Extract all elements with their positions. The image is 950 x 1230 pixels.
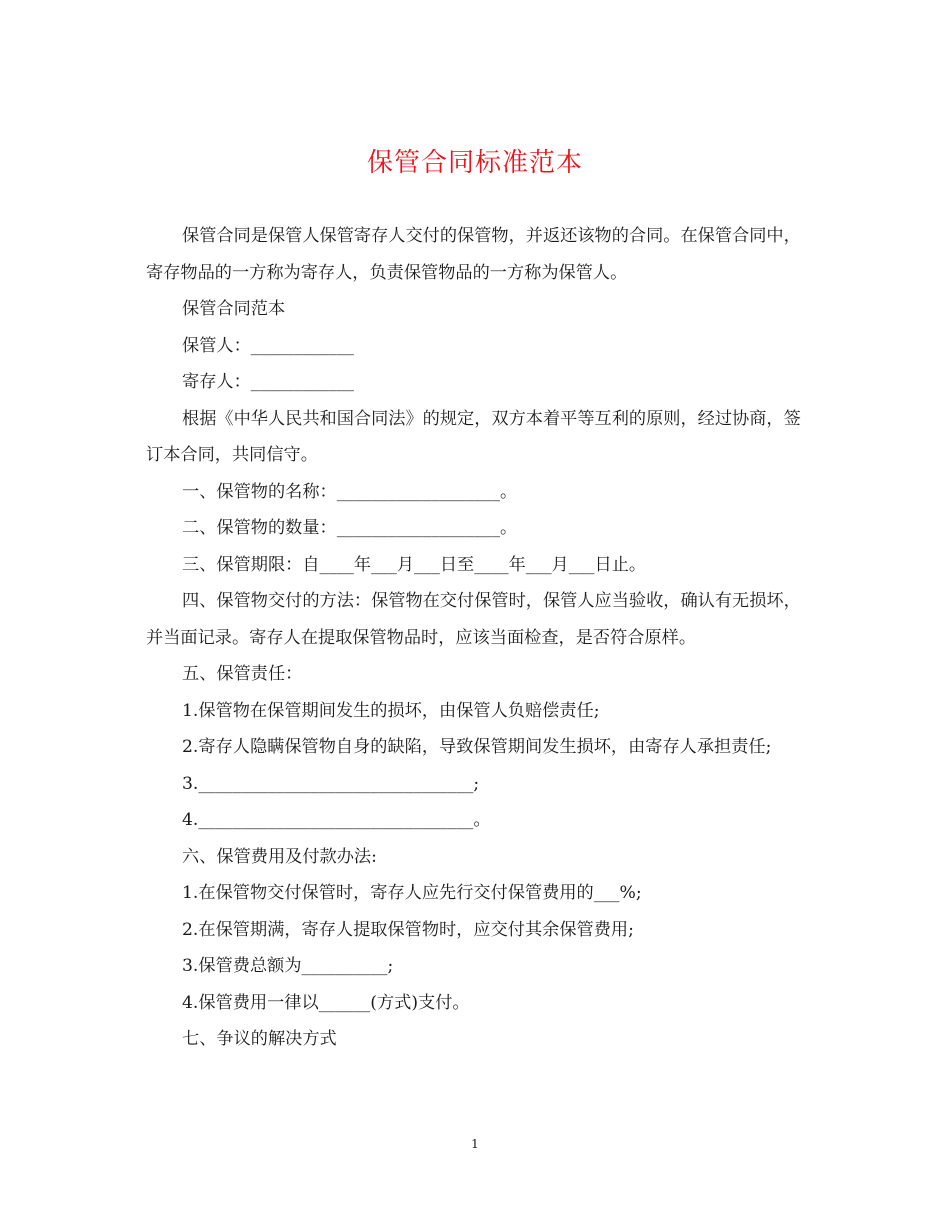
- depositor-field: 寄存人：____________: [182, 372, 354, 392]
- clause-5-item-3: 3.________________________________;: [182, 773, 480, 794]
- clause-4-delivery-method: 四、保管物交付的方法：保管物在交付保管时，保管人应当验收，确认有无损坏，并当面记录。寄存人在提取保管物品时，应该当面检查，是否符合原样。: [146, 591, 801, 648]
- clause-5-item-1: 1.保管物在保管期间发生的损坏，由保管人负赔偿责任;: [182, 700, 600, 721]
- clause-2-item-quantity: 二、保管物的数量：___________________。: [182, 518, 518, 538]
- clause-6-heading: 六、保管费用及付款办法:: [182, 846, 377, 867]
- preamble-paragraph: 根据《中华人民共和国合同法》的规定，双方本着平等互利的原则，经过协商，签订本合同，共同信守。: [146, 408, 801, 465]
- document-body: [146, 218, 806, 1058]
- clause-6-item-3: 3.保管费总额为__________;: [182, 956, 394, 976]
- clause-6-item-1: 1.在保管物交付保管时，寄存人应先行交付保管费用的___%;: [182, 883, 642, 903]
- clause-6-item-4: 4.保管费用一律以______(方式)支付。: [182, 992, 470, 1013]
- custodian-field: 保管人：____________: [182, 335, 354, 356]
- clause-3-term: 三、保管期限：自____年___月___日至____年___月___日止。: [182, 554, 647, 575]
- clause-1-item-name: 一、保管物的名称：___________________。: [182, 481, 518, 502]
- clause-5-item-4: 4.________________________________。: [182, 810, 491, 830]
- intro-paragraph: 保管合同是保管人保管寄存人交付的保管物，并返还该物的合同。在保管合同中，寄存物品的一方称为寄存人，负责保管物品的一方称为保管人。: [146, 226, 801, 283]
- page-number: 1: [471, 1137, 479, 1151]
- clause-5-heading: 五、保管责任：: [182, 664, 303, 684]
- template-heading: 保管合同范本: [182, 299, 286, 319]
- clause-5-item-2: 2.寄存人隐瞒保管物自身的缺陷，导致保管期间发生损坏，由寄存人承担责任;: [182, 737, 772, 757]
- clause-7-heading: 七、争议的解决方式: [182, 1029, 337, 1049]
- document-title: 保管合同标准范本: [366, 148, 583, 178]
- clause-6-item-2: 2.在保管期满，寄存人提取保管物时，应交付其余保管费用;: [182, 919, 634, 940]
